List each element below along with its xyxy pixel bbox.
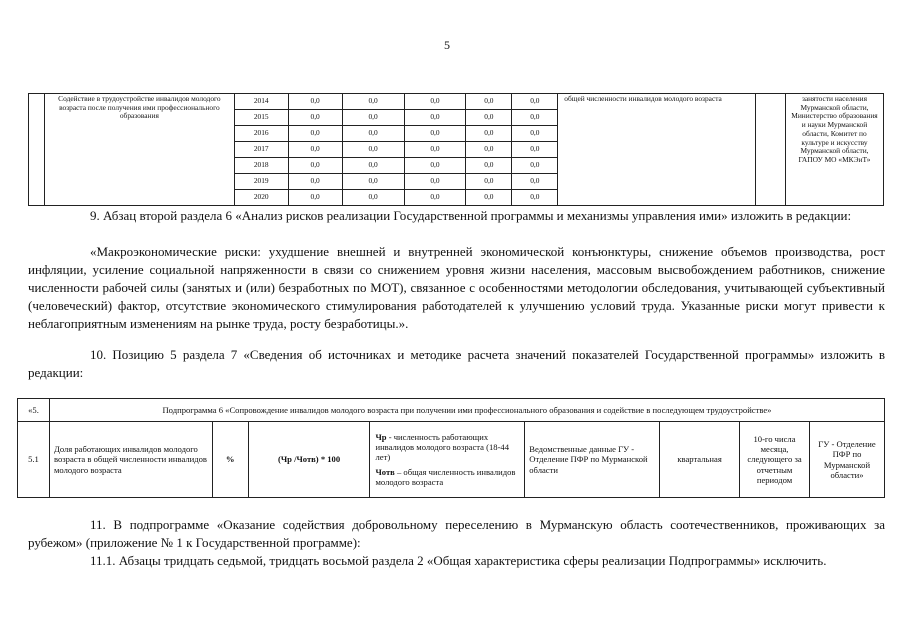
data-source: Ведомственные данные ГУ - Отделение ПФР по Мурманской области [525,422,660,498]
value-cell: 0,0 [288,174,342,190]
subprogram-title: Подпрограмма 6 «Сопровождение инвалидов молодого возраста при получении ими профессионального образования и содействие в последующем трудоустройстве» [49,399,884,422]
indicator-source-table [17,398,885,498]
value-cell: 0,0 [512,190,558,206]
paragraph-10: 10. Позицию 5 раздела 7 «Сведения об источниках и методике расчета значений показателей Государственной программы» изложить в редакции: [28,347,885,380]
responsible-executors: занятости населения Мурманской области, Министерство образования и науки Мурманской области, Комитет по культуре и искусству Мурманской области, ГАПОУ МО «МКЭиТ» [785,94,883,206]
indicator-note: общей численности инвалидов молодого возраста [558,94,756,206]
value-cell: 0,0 [342,142,404,158]
value-cell: 0,0 [342,94,404,110]
value-cell: 0,0 [404,158,466,174]
value-cell: 0,0 [512,142,558,158]
value-cell: 0,0 [466,190,512,206]
deadline: 10-го числа месяца, следующего за отчетным периодом [740,422,810,498]
definition-chr: Чр - численность работающих инвалидов молодого возраста (18-44 лет) [375,431,509,463]
header-position-number: «5. [18,399,50,422]
value-cell: 0,0 [404,126,466,142]
year-cell: 2015 [234,110,288,126]
value-cell: 0,0 [512,94,558,110]
page-number: 5 [444,38,450,52]
indicator-name: Доля работающих инвалидов молодого возраста в общей численности инвалидов молодого возраста [49,422,212,498]
value-cell: 0,0 [404,110,466,126]
empty-cell [756,94,786,206]
value-cell: 0,0 [288,158,342,174]
row-number: 5.1 [18,422,50,498]
row-number-cell [29,94,45,206]
year-row [29,94,884,110]
value-cell: 0,0 [404,94,466,110]
value-cell: 0,0 [466,126,512,142]
value-cell: 0,0 [342,126,404,142]
paragraph-9: 9. Абзац второй раздела 6 «Анализ рисков реализации Государственной программы и механизмы управления ими» изложить в редакции: [90,208,852,223]
indicator-values-table [28,93,884,206]
value-cell: 0,0 [466,142,512,158]
value-cell: 0,0 [512,110,558,126]
value-cell: 0,0 [404,174,466,190]
year-cell: 2017 [234,142,288,158]
value-cell: 0,0 [512,158,558,174]
value-cell: 0,0 [466,110,512,126]
value-cell: 0,0 [342,158,404,174]
paragraph-11: 11. В подпрограмме «Оказание содействия добровольному переселению в Мурманскую область соотечественников, проживающих за рубежом» (приложение № 1 к Государственной программе): [28,517,885,550]
paragraph-9-quote: «Макроэкономические риски: ухудшение внешней и внутренней экономической конъюнктуры, снижение объемов производства, рост инфляции, усиление социальной напряженности в связи со снижением уровня жизни населения, массовым высвобождением работников, снижение численности рабочей силы (занятых и (или) безработных по МОТ), связанное с особенностями методологии обследования, учитывающей субъективный (человеческий) фактор, отсутствие экономического стимулирования работодателей к улучшению условий труда. Указанные риски могут привести к неблагоприятным изменениям на рынке труда, росту безработицы.». [28,244,885,331]
value-cell: 0,0 [466,158,512,174]
year-cell: 2018 [234,158,288,174]
value-cell: 0,0 [404,142,466,158]
value-cell: 0,0 [466,94,512,110]
value-cell: 0,0 [288,110,342,126]
value-cell: 0,0 [288,190,342,206]
frequency: квартальная [660,422,740,498]
value-cell: 0,0 [288,126,342,142]
unit: % [212,422,248,498]
value-cell: 0,0 [342,110,404,126]
definition-chotv: Чотв – общая численность инвалидов молодого возраста [375,466,516,487]
value-cell: 0,0 [466,174,512,190]
year-cell: 2016 [234,126,288,142]
value-cell: 0,0 [342,174,404,190]
value-cell: 0,0 [512,174,558,190]
value-cell: 0,0 [288,94,342,110]
value-cell: 0,0 [512,126,558,142]
year-cell: 2014 [234,94,288,110]
year-cell: 2020 [234,190,288,206]
paragraph-11-1: 11.1. Абзацы тридцать седьмой, тридцать восьмой раздела 2 «Общая характеристика сферы реализации Подпрограммы» исключить. [90,553,827,568]
formula-definitions [370,422,525,498]
value-cell: 0,0 [342,190,404,206]
value-cell: 0,0 [404,190,466,206]
year-cell: 2019 [234,174,288,190]
activity-description: Содействие в трудоустройстве инвалидов молодого возраста после получения ими профессионального образования [44,94,234,206]
responsible: ГУ - Отделение ПФР по Мурманской области» [809,422,884,498]
formula: (Чр /Чотв) * 100 [248,422,370,498]
value-cell: 0,0 [288,142,342,158]
